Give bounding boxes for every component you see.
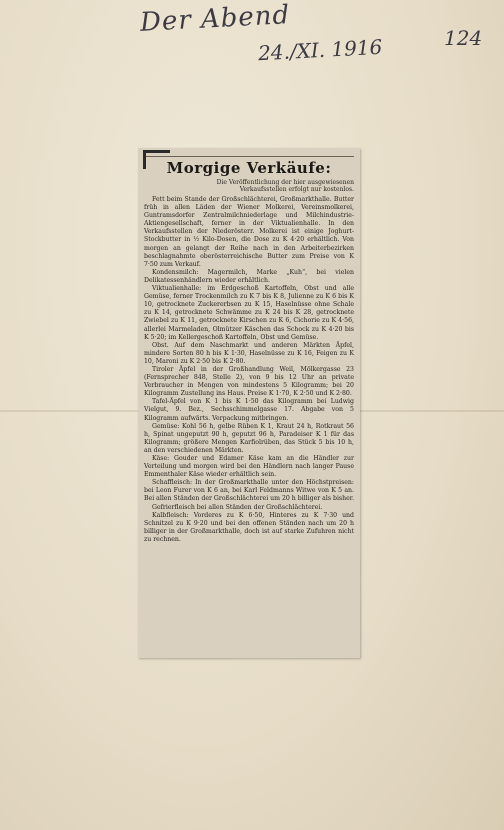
cut-header-remnant [144, 148, 354, 157]
handwritten-newspaper-name: Der Abend [139, 0, 291, 38]
paragraph-tiroler-aepfel: Tiroler Äpfel in der Großhandlung Weil, Mölkergasse 23 (Fernsprecher 848, Stelle 2), von 9 bis 12 Uhr an private Verbraucher in Mengen von mindestens 5 Kilogramm; bei 20 Kilogramm Zustellung ins Haus. Preise K 1·70, K 2·50 und K 2·80. [144, 365, 354, 398]
paragraph-schaffleisch: Schaffleisch: In der Großmarkthalle unter den Höchstpreisen: bei Leon Furer von K 6 an, bei Karl Feldmanns Witwe von K 5 an. Bei allen Ständen der Großschlächterei um 20 h billiger als bisher. [144, 479, 355, 503]
archive-number: 124 [444, 26, 483, 50]
paragraph-obst: Obst. Auf dem Naschmarkt und anderen Märkten Äpfel, mindere Sorten 80 h bis K 1·30, Haselnüsse zu K 16, Feigen zu K 10, Maroni zu K 2·50 bis K 2·80. [144, 341, 354, 365]
clipping-subline: Die Veröffentlichung der hier ausgewiesenen Verkaufsstellen erfolgt nur kostenlos. [216, 179, 354, 193]
paragraph-gefrierfleisch: Gefrierfleisch bei allen Ständen der Großschlächterei. [152, 503, 323, 511]
ink-bracket-mark [143, 150, 170, 169]
paragraph-kalbfleisch: Kalbfleisch: Vorderes zu K 6·50, Hinteres zu K 7·30 und Schnitzel zu K 9·20 und bei den offenen Ständen nach um 20 h billiger in der Großmarkthalle, doch ist auf starke Zufuhren nicht zu rechnen. [144, 511, 354, 543]
paragraph-kondensmilch: Kondensmilch: Magermilch, Marke „Kuh“, bei vielen Delikatessenhändlern wieder erhältlich. [144, 268, 354, 284]
newspaper-clipping [138, 148, 360, 658]
paragraph-gemuese: Gemüse: Kohl 56 h, gelbe Rüben K 1, Kraut 24 h, Rotkraut 56 h, Spinat ungeputzt 90 h, geputzt 96 h, Paradeiser K 1 für das Kilogramm; größere Mengen Karfiolrüben, das Stück 5 bis 10 h, an den verschiedenen Märkten. [144, 422, 354, 454]
clipping-headline: Morgige Verkäufe: [166, 159, 332, 177]
clipping-body [144, 196, 354, 544]
paragraph-viktualienhalle: Viktualienhalle: im Erdgeschoß Kartoffeln, Obst und alle Gemüse, ferner Trockenmilch zu K 7 bis K 8, Julienne zu K 6 bis K 10, getrocknete Zuckererbsen zu K 15, Haselnüsse ohne Schale zu K 14, getrocknete Schwämme zu K 24 bis K 28, getrocknete Zwiebel zu K 11, getrocknete Kirschen zu K 6, Cichorie zu K 4·56, allerlei Marmeladen, Olmützer Käschen das Schock zu K 4·20 bis K 5·20; im Kellergeschoß Kartoffeln, Obst und Gemüse. [144, 285, 354, 341]
paragraph-tafel-aepfel: Tafel-Äpfel von K 1 bis K 1·50 das Kilogramm bei Ludwig Vielgut, 9. Bez., Sechsschimmelgasse 17. Abgabe von 5 Kilogramm aufwärts. Verpackung mitbringen. [144, 398, 354, 422]
handwritten-date: 24./XI. 1916 [257, 34, 383, 66]
paragraph-fett-butter: Fett beim Stande der Großschlächterei, Großmarkthalle. Butter früh in allen Läden der Wiener Molkerei, Vereinsmolkerei, Guntramsdorfer Zentralmilchniederlage und Milchindustrie-Aktiengesellschaft, ferner in der Viktualienhalle. In den Verkaufsstellen der Niederösterr. Molkerei ist einige Joghurt-Stockbutter in ½ Kilo-Dosen, die Dose zu K 4·20 erhältlich. Von morgen an gelangt der Reihe nach in den Arbeiterbezirken beschlagnahmte oberösterreichische Butter zum Preise von K 7·50 zum Verkauf. [144, 196, 354, 268]
paragraph-kaese: Käse: Gouder und Edamer Käse kam an die Händler zur Verteilung und morgen wird bei den Händlern nach langer Pause Emmenthaler Käse wieder erhältlich sein. [144, 455, 354, 479]
